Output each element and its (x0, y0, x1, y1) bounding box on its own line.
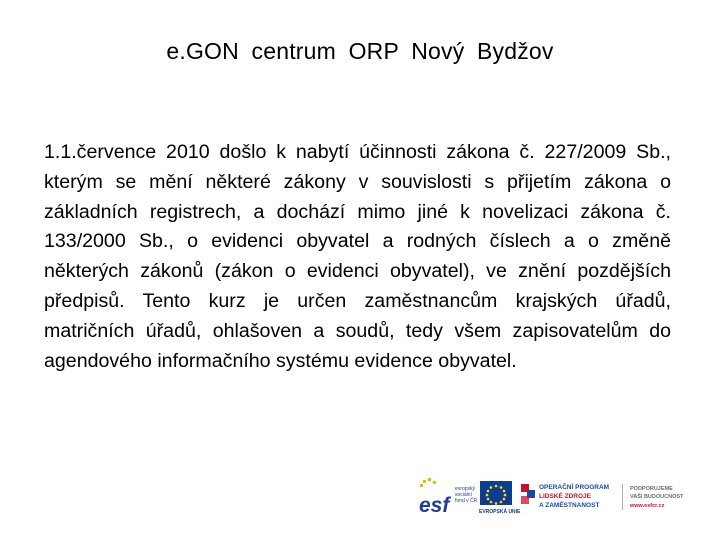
eu-logo (479, 481, 521, 515)
support-block (629, 486, 684, 509)
esf-caption-2: sociální (455, 492, 472, 498)
partner-logos (417, 478, 687, 518)
slide-paragraph: 1.1.července 2010 došlo k nabytí účinnosti zákona č. 227/2009 Sb., kterým se mění některé zákony v souvislosti s přijetím zákona o základních registrech, a dochází mimo jiné k novelizaci zákona č. 133/2000 Sb., o evidenci obyvatel a rodných číslech a o změně některých zákonů (zákon o evidenci obyvatel), ve znění pozdějších předpisů. Tento kurz je určen zaměstnancům krajských úřadů, matričních úřadů, ohlašoven a soudů, tedy všem zapisovatelům do agendového informačního systému evidence obyvatel. (44, 141, 671, 372)
eu-flag-icon (480, 481, 512, 505)
eu-caption: EVROPSKÁ UNIE (479, 509, 521, 515)
op-line-1: OPERAČNÍ PROGRAM (539, 484, 610, 491)
esf-wordmark: esf (419, 494, 450, 517)
op-line-3: A ZAMĚSTNANOST (539, 502, 600, 509)
support-url: www.esfcr.cz (630, 503, 665, 509)
op-lzz-icon (521, 484, 535, 504)
esf-logo (419, 478, 478, 517)
logo-divider (622, 484, 623, 510)
support-line-1: PODPORUJEME (630, 486, 673, 492)
logo-strip (417, 478, 687, 518)
support-line-2: VAŠI BUDOUCNOST (630, 494, 684, 500)
esf-caption-3: fond v ČR (455, 498, 478, 504)
op-lzz-logo (521, 482, 609, 509)
esf-star-icon (420, 478, 436, 487)
slide-title: e.GON centrum ORP Nový Bydžov (166, 38, 554, 64)
op-line-2: LIDSKÉ ZDROJE (539, 493, 592, 500)
esf-caption-1: evropský (455, 486, 476, 492)
